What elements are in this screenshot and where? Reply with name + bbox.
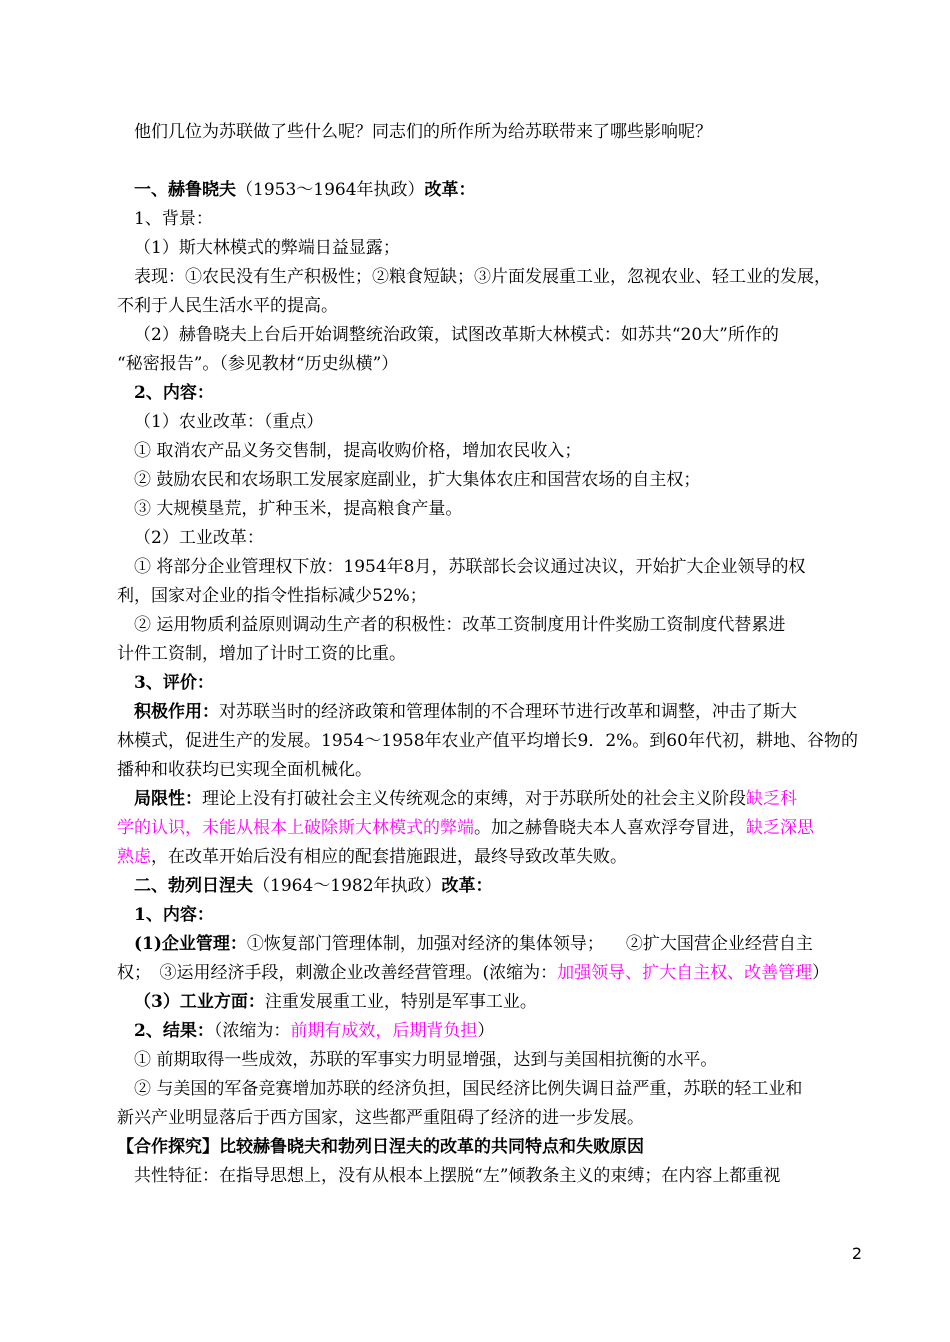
background-detail-line-2: 不利于人民生活水平的提高。 [117, 296, 338, 316]
result-item-2-line-2: 新兴产业明显落后于西方国家，这些都严重阻碍了经济的进一步发展。 [117, 1108, 644, 1128]
result-item-2-line-1: ② 与美国的军备竞赛增加苏联的经济负担，国民经济比例失调日益严重，苏联的轻工业和 [134, 1079, 803, 1099]
management-text: ①恢复部门管理体制，加强对经济的集体领导； [246, 934, 604, 954]
limitation-emphasis: 学的认识，未能从根本上破除斯大林模式的弊端 [117, 818, 474, 838]
section-1-title-suffix: 改革： [424, 180, 476, 200]
industry-aspect-text: 注重发展重工业，特别是军事工业。 [264, 992, 537, 1012]
industry-heading: （2）工业改革： [134, 528, 264, 548]
positive-effect-text: 对苏联当时的经济政策和管理体制的不合理环节进行改革和调整，冲击了斯大 [219, 702, 797, 722]
section-2-title-years: （1964～1982年执政） [253, 876, 442, 896]
document-body [117, 118, 863, 1191]
section-2-title-name: 二、勃列日涅夫 [134, 876, 253, 896]
section-2-title-suffix: 改革： [441, 876, 493, 896]
result-emphasis: 前期有成效，后期背负担 [290, 1021, 478, 1041]
industry-item-1-line-2: 利，国家对企业的指令性指标减少52%； [117, 586, 427, 606]
industry-aspect-label: （3）工业方面： [134, 992, 265, 1012]
limitation-line-1 [117, 785, 863, 814]
background-item-2-line-1: （2）赫鲁晓夫上台后开始调整统治政策，试图改革斯大林模式：如苏共“20大”所作的 [134, 325, 779, 345]
result-heading-line [117, 1017, 863, 1046]
limitation-emphasis: 缺乏深思 [746, 818, 814, 838]
result-note: （浓缩为： [213, 1021, 291, 1041]
result-note-end: ） [477, 1021, 495, 1041]
agriculture-heading: （1）农业改革：（重点） [134, 412, 324, 432]
section-2-content-heading: 1、内容： [134, 905, 214, 925]
agriculture-item-2: ② 鼓励农民和农场职工发展家庭副业，扩大集体农庄和国营农场的自主权； [134, 470, 701, 490]
limitation-emphasis: 缺乏科 [746, 789, 797, 809]
limitation-label: 局限性： [134, 789, 202, 809]
positive-effect-line-3: 播种和收获均已实现全面机械化。 [117, 760, 372, 780]
spacer [117, 147, 863, 176]
common-feature-line-1: 共性特征：在指导思想上，没有从根本上摆脱“左”倾教条主义的束缚；在内容上都重视 [134, 1166, 781, 1186]
evaluation-heading: 3、评价： [134, 673, 214, 693]
cooperation-title: 【合作探究】比较赫鲁晓夫和勃列日涅夫的改革的共同特点和失败原因 [117, 1137, 644, 1157]
management-text: 权； ③运用经济手段，刺激企业改善经营管理。(浓缩为： [117, 963, 558, 983]
agriculture-item-3: ③ 大规模垦荒，扩种玉米，提高粮食产量。 [134, 499, 463, 519]
management-text: ②扩大国营企业经营自主 [625, 934, 813, 954]
management-emphasis: 加强领导、扩大自主权、改善管理 [557, 963, 813, 983]
background-item-2-line-2: “秘密报告”。（参见教材“历史纵横”） [117, 354, 399, 374]
result-heading: 2、结果： [134, 1021, 214, 1041]
management-line-2 [117, 959, 863, 988]
management-line-1 [117, 930, 863, 959]
intro-line: 他们几位为苏联做了些什么呢？同志们的所作所为给苏联带来了哪些影响呢？ [134, 122, 712, 142]
section-1-title-name: 一、赫鲁晓夫 [134, 180, 236, 200]
agriculture-item-1: ① 取消农产品义务交售制，提高收购价格，增加农民收入； [134, 441, 582, 461]
result-item-1: ① 前期取得一些成效，苏联的军事实力明显增强，达到与美国相抗衡的水平。 [134, 1050, 718, 1070]
positive-effect-label: 积极作用： [134, 702, 219, 722]
management-text-end: ） [812, 963, 830, 983]
background-heading: 1、背景： [134, 209, 213, 229]
industry-item-1-line-1: ① 将部分企业管理权下放：1954年8月，苏联部长会议通过决议，开始扩大企业领导的权 [134, 557, 806, 577]
management-label: (1)企业管理： [134, 934, 247, 954]
positive-effect-line-2: 林模式，促进生产的发展。1954～1958年农业产值平均增长9．2%。到60年代初，耕地、谷物的 [117, 731, 858, 751]
limitation-emphasis: 熟虑 [117, 847, 151, 867]
positive-effect-line-1 [117, 698, 863, 727]
industry-item-2-line-2: 计件工资制，增加了计时工资的比重。 [117, 644, 406, 664]
section-2-title [117, 872, 863, 901]
limitation-text: 。加之赫鲁晓夫本人喜欢浮夸冒进， [474, 818, 746, 838]
limitation-line-3 [117, 843, 863, 872]
limitation-text: 理论上没有打破社会主义传统观念的束缚，对于苏联所处的社会主义阶段 [202, 789, 746, 809]
background-item-1: （1）斯大林模式的弊端日益显露； [134, 238, 400, 258]
industry-aspect-line [117, 988, 863, 1017]
industry-item-2-line-1: ② 运用物质利益原则调动生产者的积极性：改革工资制度用计件奖励工资制度代替累进 [134, 615, 786, 635]
section-1-title-years: （1953～1964年执政） [236, 180, 425, 200]
section-1-title [117, 176, 863, 205]
page-number: 2 [851, 1244, 862, 1263]
limitation-text: ，在改革开始后没有相应的配套措施跟进，最终导致改革失败。 [151, 847, 627, 867]
content-heading: 2、内容： [134, 383, 214, 403]
background-detail-line-1: 表现：①农民没有生产积极性；②粮食短缺；③片面发展重工业，忽视农业、轻工业的发展， [134, 267, 831, 287]
limitation-line-2 [117, 814, 863, 843]
